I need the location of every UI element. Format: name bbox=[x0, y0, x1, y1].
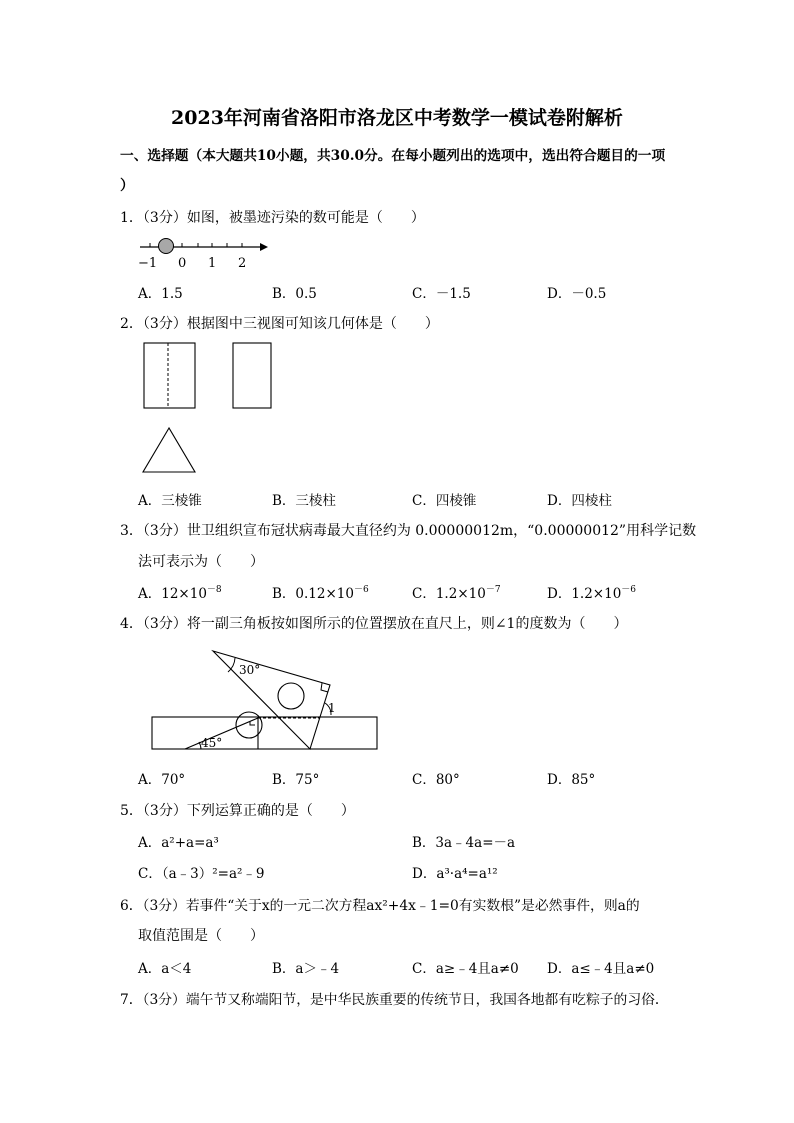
q6-option-b[interactable]: B．a＞﹣4 bbox=[272, 961, 340, 977]
q2-option-c[interactable]: C．四棱锥 bbox=[412, 493, 477, 509]
q2-option-a[interactable]: A．三棱锥 bbox=[138, 493, 202, 509]
question-7-stem: 7．（3分）端午节又称端阳节，是中华民族重要的传统节日，我国各地都有吃粽子的习俗． bbox=[120, 992, 669, 1008]
q5-option-d[interactable]: D．a³·a⁴=a¹² bbox=[412, 866, 498, 882]
tick-label: 0 bbox=[178, 256, 187, 271]
triangle-hole-1 bbox=[278, 683, 304, 709]
q4-option-b[interactable]: B．75° bbox=[272, 772, 320, 788]
tick-label: 1 bbox=[208, 256, 217, 271]
q4-option-c[interactable]: C．80° bbox=[412, 772, 460, 788]
q6-option-a[interactable]: A．a＜4 bbox=[138, 961, 192, 977]
q2-option-d[interactable]: D．四棱柱 bbox=[547, 493, 612, 509]
front-view bbox=[144, 343, 195, 408]
q3-option-b[interactable]: B．$0.12\times 10^{-6}$ bbox=[272, 585, 369, 602]
question-2-stem: 2．（3分）根据图中三视图可知该几何体是（ ） bbox=[120, 316, 439, 332]
q6-option-c[interactable]: C．a≥﹣4且a≠0 bbox=[412, 961, 519, 977]
angle-1-label: 1 bbox=[328, 701, 336, 715]
page-title: 2023年河南省洛阳市洛龙区中考数学一模试卷附解析 bbox=[171, 107, 623, 129]
angle-45-label: 45° bbox=[201, 736, 223, 750]
q2-option-b[interactable]: B．三棱柱 bbox=[272, 493, 336, 509]
q1-option-a[interactable]: A．1.5 bbox=[138, 286, 183, 302]
q1-option-d[interactable]: D．－0.5 bbox=[547, 286, 607, 302]
question-4-stem: 4．（3分）将一副三角板按如图所示的位置摆放在直尺上，则∠1的度数为（ ） bbox=[120, 616, 628, 632]
tick-label: −1 bbox=[138, 256, 158, 271]
question-1-stem: 1．（3分）如图，被墨迹污染的数可能是（ ） bbox=[120, 210, 425, 226]
ink-blot bbox=[159, 239, 174, 254]
q1-option-c[interactable]: C．－1.5 bbox=[412, 286, 471, 302]
section-header-cont: ） bbox=[120, 178, 134, 194]
top-view bbox=[143, 428, 195, 472]
question-5-stem: 5．（3分）下列运算正确的是（ ） bbox=[120, 803, 355, 819]
question-6-stem-cont: 取值范围是（ ） bbox=[138, 928, 264, 944]
section-header: 一、选择题（本大题共10小题，共30.0分。在每小题列出的选项中，选出符合题目的一项 bbox=[120, 148, 666, 164]
ruler bbox=[152, 717, 377, 749]
q5-option-b[interactable]: B．3a﹣4a=－a bbox=[412, 835, 516, 851]
q5-option-c[interactable]: C．（a﹣3）²=a²﹣9 bbox=[138, 866, 265, 882]
number-line-arrow bbox=[260, 243, 268, 251]
q1-option-b[interactable]: B．0.5 bbox=[272, 286, 317, 302]
angle-30-label: 30° bbox=[239, 663, 261, 677]
number-line-figure bbox=[130, 234, 270, 274]
q5-option-a[interactable]: A．a²+a=a³ bbox=[138, 835, 219, 851]
question-3-stem-cont: 法可表示为（ ） bbox=[138, 554, 264, 570]
q4-option-a[interactable]: A．70° bbox=[138, 772, 186, 788]
three-view-figure bbox=[140, 340, 280, 480]
q3-option-c[interactable]: C．$1.2\times 10^{-7}$ bbox=[412, 585, 501, 602]
q4-option-d[interactable]: D．85° bbox=[547, 772, 596, 788]
triangle-ruler-figure bbox=[145, 645, 385, 757]
side-view bbox=[233, 343, 271, 408]
tick-label: 2 bbox=[238, 256, 247, 271]
q3-option-d[interactable]: D．$1.2\times 10^{-6}$ bbox=[547, 585, 637, 602]
triangle-30-60 bbox=[213, 651, 330, 749]
q3-option-a[interactable]: A．$12\times 10^{-8}$ bbox=[138, 585, 222, 602]
question-3-stem: 3．（3分）世卫组织宣布冠状病毒最大直径约为 0.00000012m，“0.00000012”用科学记数 bbox=[120, 523, 697, 539]
question-6-stem: 6．（3分）若事件“关于x的一元二次方程ax²+4x﹣1=0有实数根”是必然事件，则a的 bbox=[120, 898, 640, 914]
q6-option-d[interactable]: D．a≤﹣4且a≠0 bbox=[547, 961, 655, 977]
